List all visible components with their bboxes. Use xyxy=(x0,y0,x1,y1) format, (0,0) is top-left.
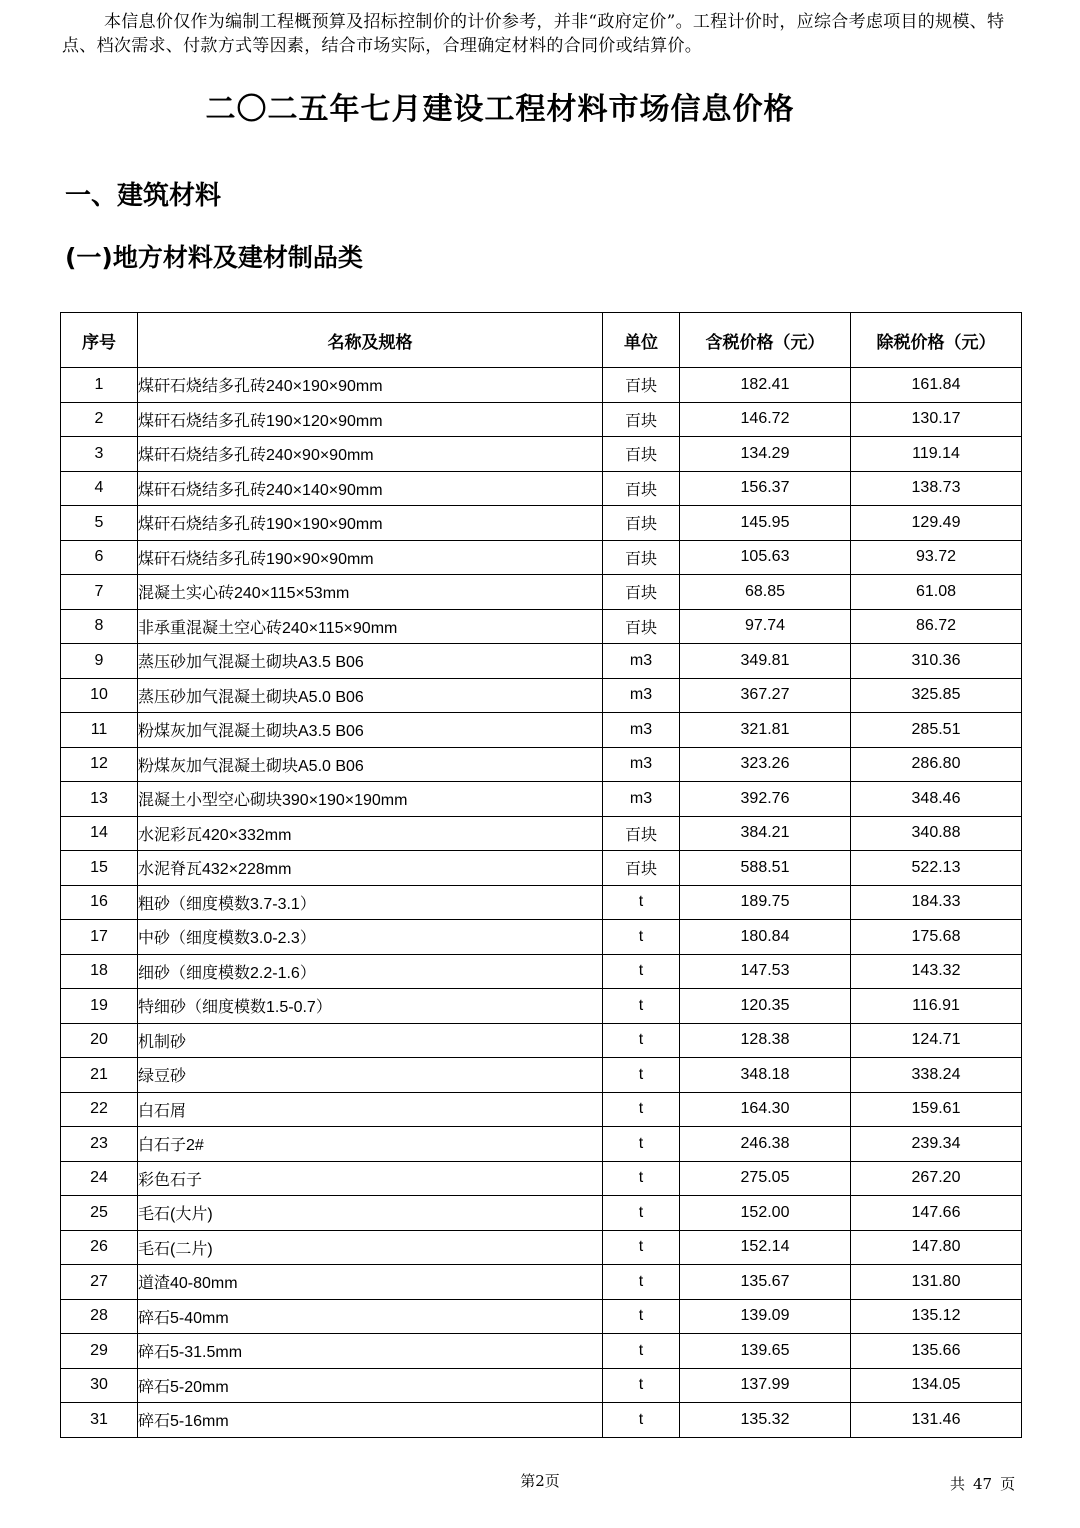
cell-price-without-tax: 239.34 xyxy=(851,1127,1022,1162)
total-count: 47 xyxy=(973,1475,993,1493)
cell-index: 13 xyxy=(61,782,138,817)
cell-name: 煤矸石烧结多孔砖240×90×90mm xyxy=(138,437,603,472)
header-unit: 单位 xyxy=(603,313,680,368)
cell-name: 特细砂（细度模数1.5-0.7） xyxy=(138,989,603,1024)
cell-index: 8 xyxy=(61,609,138,644)
cell-index: 6 xyxy=(61,540,138,575)
cell-index: 4 xyxy=(61,471,138,506)
cell-price-with-tax: 68.85 xyxy=(680,575,851,610)
cell-name: 彩色石子 xyxy=(138,1161,603,1196)
cell-price-without-tax: 338.24 xyxy=(851,1058,1022,1093)
cell-price-with-tax: 135.32 xyxy=(680,1403,851,1438)
cell-price-with-tax: 152.14 xyxy=(680,1230,851,1265)
subsection-heading: (一)地方材料及建材制品类 xyxy=(65,243,363,272)
cell-price-without-tax: 522.13 xyxy=(851,851,1022,886)
cell-price-without-tax: 143.32 xyxy=(851,954,1022,989)
cell-name: 碎石5-31.5mm xyxy=(138,1334,603,1369)
cell-price-with-tax: 182.41 xyxy=(680,368,851,403)
cell-unit: m3 xyxy=(603,747,680,782)
cell-index: 3 xyxy=(61,437,138,472)
cell-index: 25 xyxy=(61,1196,138,1231)
cell-price-without-tax: 286.80 xyxy=(851,747,1022,782)
total-pages xyxy=(950,1473,1023,1494)
total-suffix: 页 xyxy=(1000,1475,1016,1493)
cell-name: 细砂（细度模数2.2-1.6） xyxy=(138,954,603,989)
cell-price-without-tax: 86.72 xyxy=(851,609,1022,644)
cell-index: 15 xyxy=(61,851,138,886)
cell-price-with-tax: 367.27 xyxy=(680,678,851,713)
cell-price-with-tax: 146.72 xyxy=(680,402,851,437)
table-body xyxy=(61,368,1022,1438)
cell-price-without-tax: 93.72 xyxy=(851,540,1022,575)
cell-name: 机制砂 xyxy=(138,1023,603,1058)
cell-index: 26 xyxy=(61,1230,138,1265)
total-prefix: 共 xyxy=(950,1475,966,1493)
table-row xyxy=(61,713,1022,748)
cell-price-without-tax: 129.49 xyxy=(851,506,1022,541)
cell-unit: m3 xyxy=(603,713,680,748)
cell-name: 蒸压砂加气混凝土砌块A5.0 B06 xyxy=(138,678,603,713)
table-row xyxy=(61,1127,1022,1162)
table-header-row xyxy=(61,313,1022,368)
cell-index: 30 xyxy=(61,1368,138,1403)
cell-price-with-tax: 156.37 xyxy=(680,471,851,506)
price-table xyxy=(60,312,1022,1438)
cell-price-without-tax: 310.36 xyxy=(851,644,1022,679)
table-row xyxy=(61,437,1022,472)
cell-price-with-tax: 164.30 xyxy=(680,1092,851,1127)
cell-price-with-tax: 139.65 xyxy=(680,1334,851,1369)
cell-name: 绿豆砂 xyxy=(138,1058,603,1093)
cell-price-without-tax: 267.20 xyxy=(851,1161,1022,1196)
cell-unit: t xyxy=(603,1334,680,1369)
section-heading: 一、建筑材料 xyxy=(65,181,222,211)
cell-price-without-tax: 285.51 xyxy=(851,713,1022,748)
cell-price-without-tax: 184.33 xyxy=(851,885,1022,920)
cell-index: 16 xyxy=(61,885,138,920)
cell-price-with-tax: 246.38 xyxy=(680,1127,851,1162)
cell-price-without-tax: 134.05 xyxy=(851,1368,1022,1403)
cell-unit: t xyxy=(603,920,680,955)
table-row xyxy=(61,1092,1022,1127)
cell-price-with-tax: 135.67 xyxy=(680,1265,851,1300)
cell-unit: t xyxy=(603,1403,680,1438)
cell-name: 煤矸石烧结多孔砖190×120×90mm xyxy=(138,402,603,437)
cell-unit: t xyxy=(603,1230,680,1265)
cell-unit: t xyxy=(603,1023,680,1058)
cell-index: 7 xyxy=(61,575,138,610)
table-row xyxy=(61,1230,1022,1265)
cell-unit: t xyxy=(603,1092,680,1127)
cell-price-with-tax: 392.76 xyxy=(680,782,851,817)
cell-price-with-tax: 139.09 xyxy=(680,1299,851,1334)
cell-name: 粗砂（细度模数3.7-3.1） xyxy=(138,885,603,920)
table-row xyxy=(61,540,1022,575)
cell-name: 碎石5-20mm xyxy=(138,1368,603,1403)
cell-price-without-tax: 175.68 xyxy=(851,920,1022,955)
cell-index: 20 xyxy=(61,1023,138,1058)
cell-index: 31 xyxy=(61,1403,138,1438)
cell-price-without-tax: 340.88 xyxy=(851,816,1022,851)
cell-unit: 百块 xyxy=(603,402,680,437)
cell-name: 煤矸石烧结多孔砖190×90×90mm xyxy=(138,540,603,575)
cell-unit: 百块 xyxy=(603,575,680,610)
cell-price-with-tax: 152.00 xyxy=(680,1196,851,1231)
cell-price-without-tax: 138.73 xyxy=(851,471,1022,506)
cell-unit: t xyxy=(603,1161,680,1196)
cell-unit: m3 xyxy=(603,644,680,679)
table-row xyxy=(61,1023,1022,1058)
header-price-with-tax: 含税价格（元） xyxy=(680,313,851,368)
cell-price-without-tax: 147.66 xyxy=(851,1196,1022,1231)
table-row xyxy=(61,575,1022,610)
cell-price-with-tax: 147.53 xyxy=(680,954,851,989)
cell-price-without-tax: 147.80 xyxy=(851,1230,1022,1265)
cell-unit: 百块 xyxy=(603,609,680,644)
cell-name: 白石子2# xyxy=(138,1127,603,1162)
cell-index: 9 xyxy=(61,644,138,679)
table-row xyxy=(61,1058,1022,1093)
cell-price-with-tax: 128.38 xyxy=(680,1023,851,1058)
page-number: 第2页 xyxy=(520,1472,560,1490)
page-title: 二〇二五年七月建设工程材料市场信息价格 xyxy=(205,92,795,127)
cell-name: 碎石5-16mm xyxy=(138,1403,603,1438)
cell-name: 中砂（细度模数3.0-2.3） xyxy=(138,920,603,955)
table-row xyxy=(61,1196,1022,1231)
cell-index: 23 xyxy=(61,1127,138,1162)
table-row xyxy=(61,851,1022,886)
cell-name: 混凝土实心砖240×115×53mm xyxy=(138,575,603,610)
cell-unit: 百块 xyxy=(603,471,680,506)
cell-index: 22 xyxy=(61,1092,138,1127)
cell-name: 混凝土小型空心砌块390×190×190mm xyxy=(138,782,603,817)
cell-index: 29 xyxy=(61,1334,138,1369)
cell-price-with-tax: 189.75 xyxy=(680,885,851,920)
cell-index: 18 xyxy=(61,954,138,989)
cell-name: 水泥彩瓦420×332mm xyxy=(138,816,603,851)
cell-price-with-tax: 348.18 xyxy=(680,1058,851,1093)
cell-price-without-tax: 161.84 xyxy=(851,368,1022,403)
cell-index: 14 xyxy=(61,816,138,851)
cell-unit: m3 xyxy=(603,678,680,713)
cell-unit: m3 xyxy=(603,782,680,817)
cell-name: 毛石(二片) xyxy=(138,1230,603,1265)
cell-name: 粉煤灰加气混凝土砌块A5.0 B06 xyxy=(138,747,603,782)
cell-price-with-tax: 384.21 xyxy=(680,816,851,851)
cell-unit: t xyxy=(603,1265,680,1300)
table-row xyxy=(61,1265,1022,1300)
cell-index: 27 xyxy=(61,1265,138,1300)
table-row xyxy=(61,920,1022,955)
cell-index: 19 xyxy=(61,989,138,1024)
cell-index: 17 xyxy=(61,920,138,955)
cell-name: 毛石(大片) xyxy=(138,1196,603,1231)
table-row xyxy=(61,506,1022,541)
cell-price-with-tax: 120.35 xyxy=(680,989,851,1024)
cell-unit: 百块 xyxy=(603,540,680,575)
cell-price-without-tax: 130.17 xyxy=(851,402,1022,437)
table-row xyxy=(61,402,1022,437)
cell-price-without-tax: 61.08 xyxy=(851,575,1022,610)
header-index: 序号 xyxy=(61,313,138,368)
cell-index: 5 xyxy=(61,506,138,541)
cell-price-without-tax: 135.66 xyxy=(851,1334,1022,1369)
cell-price-without-tax: 119.14 xyxy=(851,437,1022,472)
cell-price-without-tax: 131.46 xyxy=(851,1403,1022,1438)
cell-index: 1 xyxy=(61,368,138,403)
cell-price-with-tax: 321.81 xyxy=(680,713,851,748)
cell-name: 非承重混凝土空心砖240×115×90mm xyxy=(138,609,603,644)
table-row xyxy=(61,1299,1022,1334)
cell-price-without-tax: 348.46 xyxy=(851,782,1022,817)
cell-price-with-tax: 349.81 xyxy=(680,644,851,679)
table-row xyxy=(61,1161,1022,1196)
table-row xyxy=(61,368,1022,403)
table-row xyxy=(61,609,1022,644)
cell-unit: t xyxy=(603,1368,680,1403)
table-row xyxy=(61,1334,1022,1369)
cell-name: 蒸压砂加气混凝土砌块A3.5 B06 xyxy=(138,644,603,679)
cell-price-with-tax: 588.51 xyxy=(680,851,851,886)
cell-unit: 百块 xyxy=(603,368,680,403)
cell-unit: t xyxy=(603,954,680,989)
table-row xyxy=(61,1403,1022,1438)
cell-name: 白石屑 xyxy=(138,1092,603,1127)
cell-unit: t xyxy=(603,885,680,920)
cell-price-with-tax: 145.95 xyxy=(680,506,851,541)
cell-index: 24 xyxy=(61,1161,138,1196)
cell-price-without-tax: 131.80 xyxy=(851,1265,1022,1300)
header-name: 名称及规格 xyxy=(138,313,603,368)
cell-price-with-tax: 323.26 xyxy=(680,747,851,782)
cell-name: 煤矸石烧结多孔砖240×140×90mm xyxy=(138,471,603,506)
cell-unit: 百块 xyxy=(603,437,680,472)
cell-name: 水泥脊瓦432×228mm xyxy=(138,851,603,886)
cell-unit: 百块 xyxy=(603,851,680,886)
cell-index: 11 xyxy=(61,713,138,748)
cell-index: 2 xyxy=(61,402,138,437)
cell-price-without-tax: 325.85 xyxy=(851,678,1022,713)
cell-index: 28 xyxy=(61,1299,138,1334)
cell-name: 道渣40-80mm xyxy=(138,1265,603,1300)
cell-name: 煤矸石烧结多孔砖190×190×90mm xyxy=(138,506,603,541)
cell-price-without-tax: 116.91 xyxy=(851,989,1022,1024)
header-price-without-tax: 除税价格（元） xyxy=(851,313,1022,368)
cell-price-with-tax: 180.84 xyxy=(680,920,851,955)
cell-unit: t xyxy=(603,1196,680,1231)
cell-name: 粉煤灰加气混凝土砌块A3.5 B06 xyxy=(138,713,603,748)
table-row xyxy=(61,1368,1022,1403)
cell-unit: t xyxy=(603,1058,680,1093)
cell-price-with-tax: 97.74 xyxy=(680,609,851,644)
disclaimer-text: 本信息价仅作为编制工程概预算及招标控制价的计价参考，并非“政府定价”。工程计价时，应综合考虑项目的规模、特点、档次需求、付款方式等因素，结合市场实际，合理确定材料的合同价或结算价。 xyxy=(62,12,1005,56)
cell-price-without-tax: 124.71 xyxy=(851,1023,1022,1058)
cell-price-with-tax: 137.99 xyxy=(680,1368,851,1403)
table-row xyxy=(61,471,1022,506)
cell-index: 10 xyxy=(61,678,138,713)
table-row xyxy=(61,954,1022,989)
cell-name: 煤矸石烧结多孔砖240×190×90mm xyxy=(138,368,603,403)
cell-index: 21 xyxy=(61,1058,138,1093)
cell-unit: 百块 xyxy=(603,816,680,851)
cell-price-with-tax: 105.63 xyxy=(680,540,851,575)
cell-unit: t xyxy=(603,1299,680,1334)
cell-index: 12 xyxy=(61,747,138,782)
cell-unit: t xyxy=(603,989,680,1024)
cell-unit: 百块 xyxy=(603,506,680,541)
table-row xyxy=(61,747,1022,782)
table-row xyxy=(61,782,1022,817)
cell-price-without-tax: 159.61 xyxy=(851,1092,1022,1127)
cell-price-with-tax: 134.29 xyxy=(680,437,851,472)
table-row xyxy=(61,816,1022,851)
cell-unit: t xyxy=(603,1127,680,1162)
cell-price-with-tax: 275.05 xyxy=(680,1161,851,1196)
table-row xyxy=(61,678,1022,713)
cell-name: 碎石5-40mm xyxy=(138,1299,603,1334)
table-row xyxy=(61,885,1022,920)
cell-price-without-tax: 135.12 xyxy=(851,1299,1022,1334)
table-row xyxy=(61,644,1022,679)
table-row xyxy=(61,989,1022,1024)
